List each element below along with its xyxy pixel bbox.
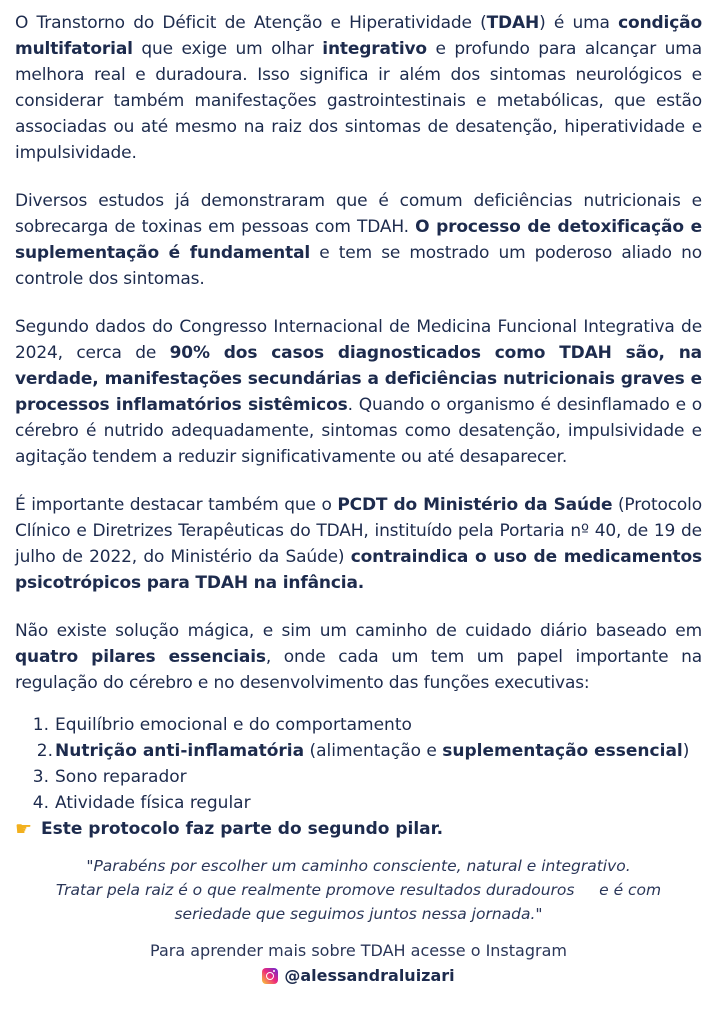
text: que exige um olhar — [132, 39, 323, 59]
bold-text: integrativo — [322, 39, 427, 59]
bold-text: quatro pilares essenciais — [15, 647, 266, 667]
text: É importante destacar também que o — [15, 495, 338, 515]
text: O Transtorno do Déficit de Atenção e Hiperatividade ( — [15, 13, 487, 33]
list-number: 2. — [36, 741, 53, 761]
text: , onde cada um tem um papel importante na regulação do cérebro e no desenvolvimento das funções executivas: — [15, 647, 702, 693]
instagram-handle-row[interactable] — [15, 963, 702, 988]
list-number: 1. — [32, 715, 49, 735]
bold-text: condição multifatorial — [15, 13, 702, 59]
quote-line: Tratar pela raiz é o que realmente promove resultados duradouros e é com — [55, 881, 662, 899]
list-item — [15, 790, 702, 816]
callout — [15, 816, 702, 842]
list-item-text: Atividade física regular — [55, 793, 251, 813]
paragraph-intro — [15, 10, 702, 166]
list-item — [15, 738, 702, 764]
paragraph-congress — [15, 314, 702, 470]
callout-text: Este protocolo faz parte do segundo pilar. — [41, 819, 444, 839]
instagram-cta: Para aprender mais sobre TDAH acesse o Instagram — [150, 941, 567, 960]
list-number: 4. — [32, 793, 49, 813]
text: Não existe solução mágica, e sim um caminho de cuidado diário baseado em — [15, 621, 702, 641]
bold-text: PCDT do Ministério da Saúde — [337, 495, 613, 515]
text: ) — [682, 741, 690, 761]
list-item-text: Sono reparador — [55, 767, 187, 787]
paragraph-pcdt — [15, 492, 702, 596]
text: e tem se mostrado um poderoso aliado no controle dos sintomas. — [15, 243, 702, 289]
pillars-list — [15, 712, 702, 816]
bold-text: 90% dos casos diagnosticados como TDAH são, na verdade, manifestações secundárias a deficiências nutricionais graves e processos inflamatórios sistêmicos — [15, 343, 702, 415]
instagram-handle[interactable]: @alessandraluizari — [284, 966, 455, 985]
text: Segundo dados do Congresso Internacional de Medicina Funcional Integrativa de 2024, cerca de — [15, 317, 702, 363]
text: e profundo para alcançar uma melhora real e duradoura. Isso significa ir além dos sintomas neurológicos e considerar também manifestações gastrointestinais e metabólicas, que estão associadas ou até mesmo na raiz dos sintomas de desatenção, hiperatividade e impulsividade. — [15, 39, 702, 163]
list-item-text: Equilíbrio emocional e do comportamento — [55, 715, 412, 735]
text: (alimentação e — [304, 741, 443, 761]
bold-text: Nutrição anti-inflamatória — [55, 741, 305, 761]
quote-line: "Parabéns por escolher um caminho consciente, natural e integrativo. — [86, 857, 631, 875]
paragraph-pillars-intro — [15, 618, 702, 696]
list-item-text — [55, 738, 689, 764]
text: ) é uma — [539, 13, 619, 33]
pointing-hand-icon: ☛ — [15, 818, 33, 840]
paragraph-studies — [15, 188, 702, 292]
list-item — [15, 712, 702, 738]
bold-text: O processo de detoxificação e suplementação é fundamental — [15, 217, 702, 263]
text: . Quando o organismo é desinflamado e o cérebro é nutrido adequadamente, sintomas como desatenção, impulsividade e agitação tendem a reduzir significativamente ou até desaparecer. — [15, 395, 703, 467]
list-item — [15, 764, 702, 790]
bold-text: TDAH — [486, 13, 540, 33]
list-number: 3. — [32, 767, 49, 787]
quote-line: seriedade que seguimos juntos nessa jornada." — [174, 905, 543, 923]
instagram-icon — [262, 968, 278, 984]
text: Diversos estudos já demonstraram que é comum deficiências nutricionais e sobrecarga de toxinas em pessoas com TDAH. — [15, 191, 702, 237]
bold-text: contraindica o uso de medicamentos psicotrópicos para TDAH na infância. — [15, 547, 702, 593]
quote — [15, 854, 702, 926]
text: (Protocolo Clínico e Diretrizes Terapêuticas do TDAH, instituído pela Portaria nº 40, de 19 de julho de 2022, do Ministério da Saúde) — [15, 495, 702, 567]
bold-text: suplementação essencial — [442, 741, 683, 761]
